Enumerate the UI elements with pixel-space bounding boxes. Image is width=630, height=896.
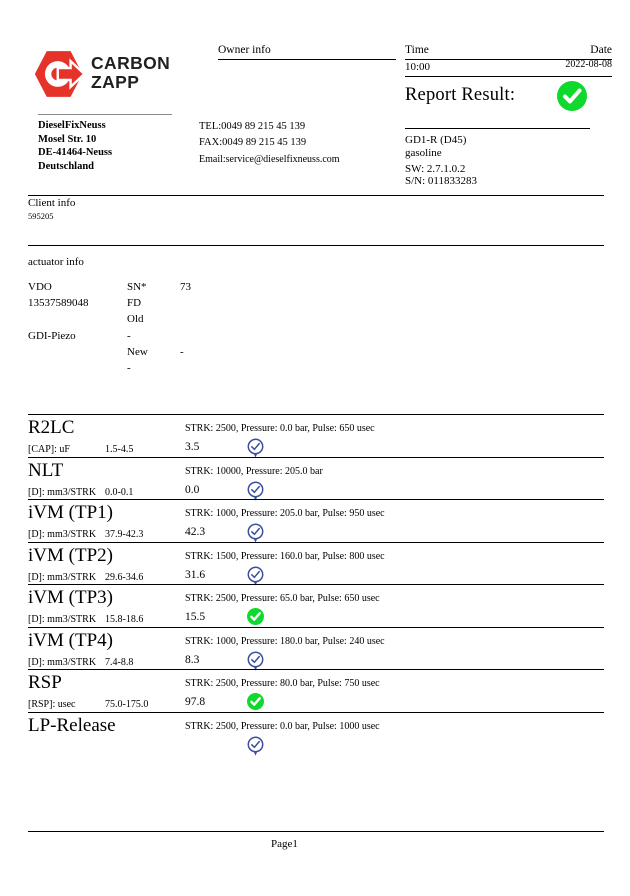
test-name: iVM (TP3): [28, 587, 113, 608]
owner-contact: [199, 119, 340, 168]
test-value: 42.3: [185, 526, 206, 538]
test-row-ivm-tp3: [28, 584, 604, 627]
section-divider: [28, 195, 604, 196]
time-date-header: [405, 44, 612, 60]
test-value: 8.3: [185, 653, 200, 666]
report-result-pass-icon: [557, 81, 587, 111]
test-params: STRK: 2500, Pressure: 80.0 bar, Pulse: 750 usec: [185, 678, 380, 689]
actuator-row: [28, 362, 328, 378]
test-results-table: [28, 414, 604, 754]
test-params: STRK: 2500, Pressure: 65.0 bar, Pulse: 650 usec: [185, 593, 380, 604]
date-value: 2022-08-08: [565, 59, 612, 70]
test-name: LP-Release: [28, 714, 116, 736]
owner-tel: TEL:0049 89 215 45 139: [199, 121, 306, 132]
test-value: 3.5: [185, 441, 200, 453]
test-name: iVM (TP1): [28, 502, 113, 523]
test-row-ivm-tp1: [28, 499, 604, 542]
test-unit: [D]: mm3/STRK: [28, 656, 97, 668]
actuator-field-label: New: [127, 345, 148, 358]
test-value: 15.5: [185, 611, 206, 623]
test-params: STRK: 2500, Pressure: 0.0 bar, Pulse: 650 usec: [185, 423, 375, 434]
actuator-row: [28, 313, 328, 329]
actuator-row: [28, 330, 328, 346]
test-value: 97.8: [185, 696, 206, 708]
actuator-field-value: -: [180, 345, 184, 358]
test-params: STRK: 10000, Pressure: 205.0 bar: [185, 465, 323, 477]
machine-model: GD1-R (D45): [405, 134, 467, 146]
test-range: 37.9-42.3: [105, 529, 144, 540]
test-unit: [RSP]: usec: [28, 699, 76, 710]
owner-country: Deutschland: [38, 160, 95, 172]
test-row-rsp: [28, 669, 604, 712]
actuator-field-label: Old: [127, 313, 144, 326]
test-range: 29.6-34.6: [105, 571, 144, 583]
logo-wordmark: [91, 54, 170, 92]
test-name: R2LC: [28, 417, 75, 438]
test-name: NLT: [28, 459, 64, 481]
actuator-brand: VDO: [28, 281, 52, 293]
machine-serial: S/N: 011833283: [405, 174, 478, 187]
test-name: iVM (TP4): [28, 629, 113, 651]
client-number: 595205: [28, 211, 54, 221]
actuator-row: [28, 346, 328, 362]
test-range: 7.4-8.8: [105, 656, 134, 668]
logo-word-zapp: ZAPP: [91, 72, 140, 92]
test-range: 15.8-18.6: [105, 614, 144, 625]
test-unit: [D]: mm3/STRK: [28, 614, 97, 625]
test-row-r2lc: [28, 414, 604, 457]
owner-address: [38, 119, 112, 173]
machine-divider: [405, 128, 590, 129]
time-label: Time: [405, 44, 429, 56]
test-unit: [CAP]: uF: [28, 444, 70, 455]
section-divider: [28, 245, 604, 246]
test-params: STRK: 1000, Pressure: 180.0 bar, Pulse: 240 usec: [185, 635, 385, 647]
date-label: Date: [590, 44, 612, 56]
test-range: 1.5-4.5: [105, 444, 134, 455]
test-params: STRK: 1000, Pressure: 205.0 bar, Pulse: 950 usec: [185, 508, 385, 519]
machine-info: [405, 134, 477, 187]
test-status-check-icon: [247, 736, 264, 757]
logo-word-carbon: CARBON: [91, 53, 171, 73]
actuator-type: GDI-Piezo: [28, 329, 76, 342]
test-row-ivm-tp4: [28, 627, 604, 670]
address-divider: [38, 114, 172, 115]
footer-divider: [28, 831, 604, 832]
owner-name: DieselFixNeuss: [38, 120, 106, 131]
actuator-field-label: -: [127, 361, 131, 374]
test-range: 75.0-175.0: [105, 699, 149, 710]
actuator-row: [28, 281, 328, 297]
time-date-values: [405, 61, 612, 77]
time-value: 10:00: [405, 61, 431, 73]
owner-email: Email:service@dieselfixneuss.com: [199, 154, 340, 165]
test-row-ivm-tp2: [28, 542, 604, 585]
test-name: iVM (TP2): [28, 544, 113, 566]
machine-fuel: gasoline: [405, 147, 442, 159]
actuator-grid: [28, 281, 328, 378]
test-params: STRK: 2500, Pressure: 0.0 bar, Pulse: 1000 usec: [185, 720, 380, 732]
actuator-row: [28, 297, 328, 313]
report-result-label: Report Result:: [405, 85, 516, 105]
test-value: 0.0: [185, 483, 200, 496]
actuator-field-label: -: [127, 329, 131, 342]
owner-info-heading: Owner info: [218, 44, 396, 60]
test-unit: [D]: mm3/STRK: [28, 529, 97, 540]
owner-street: Mosel Str. 10: [38, 133, 97, 145]
client-info-heading: Client info: [28, 197, 76, 209]
test-unit: [D]: mm3/STRK: [28, 486, 97, 498]
test-name: RSP: [28, 672, 62, 693]
machine-software: SW: 2.7.1.0.2: [405, 163, 466, 175]
actuator-field-value: 73: [180, 281, 191, 293]
test-params: STRK: 1500, Pressure: 160.0 bar, Pulse: 800 usec: [185, 550, 385, 562]
actuator-field-label: FD: [127, 297, 142, 310]
owner-city: DE-41464-Neuss: [38, 147, 113, 158]
carbonzapp-logo-icon: [33, 49, 88, 99]
test-value: 31.6: [185, 568, 206, 581]
page-number: Page1: [271, 838, 298, 850]
owner-fax: FAX:0049 89 215 45 139: [199, 136, 307, 148]
test-unit: [D]: mm3/STRK: [28, 571, 97, 583]
test-row-lp-release: [28, 712, 604, 755]
test-row-nlt: [28, 457, 604, 500]
test-range: 0.0-0.1: [105, 486, 134, 498]
actuator-field-label: SN*: [127, 281, 147, 293]
actuator-info-heading: actuator info: [28, 256, 84, 268]
actuator-part-number: 13537589048: [28, 297, 89, 310]
